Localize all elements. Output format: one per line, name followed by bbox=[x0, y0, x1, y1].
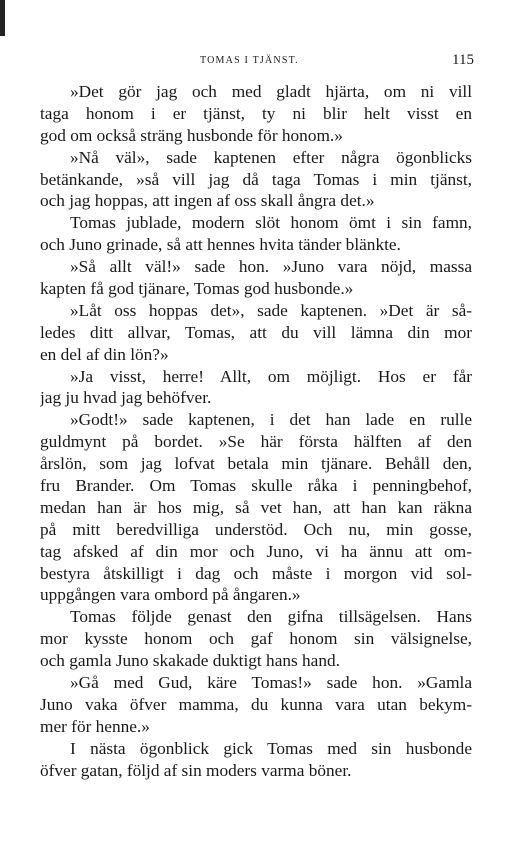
text-line: kapten få god tjänare, Tomas god husbonde.» bbox=[40, 279, 354, 299]
running-header bbox=[0, 52, 512, 72]
text-line: »Nå väl», sade kaptenen efter några ögonblicks bbox=[70, 147, 472, 167]
text-line: ledes ditt allvar, Tomas, att du vill lämna din mor bbox=[40, 322, 472, 342]
text-line: bestyra åtskilligt i dag och måste i morgon vid sol- bbox=[40, 563, 472, 583]
text-line: uppgången vara ombord på ångaren.» bbox=[40, 585, 301, 605]
text-line: jag ju hvad jag behöfver. bbox=[40, 388, 212, 408]
text-line: Tomas följde genast den gifna tillsägelsen. Hans bbox=[70, 607, 472, 627]
text-line: Tomas jublade, modern slöt honom ömt i sin famn, bbox=[70, 213, 472, 233]
text-line: I nästa ögonblick gick Tomas med sin husbonde bbox=[70, 738, 472, 758]
scan-edge-mark bbox=[0, 0, 5, 36]
text-line: medan han är hos mig, så vet han, att han kan räkna bbox=[40, 497, 472, 517]
text-line: tag afsked af din mor och Juno, vi ha ännu att om- bbox=[40, 541, 472, 561]
text-line: och jag hoppas, att ingen af oss skall ångra det.» bbox=[40, 191, 375, 211]
text-line: en del af din lön?» bbox=[40, 344, 169, 364]
page-text bbox=[40, 81, 472, 782]
text-line: god om också sträng husbonde för honom.» bbox=[40, 125, 343, 145]
page-number: 115 bbox=[452, 52, 474, 68]
text-line: betänkande, »så vill jag då taga Tomas i min tjänst, bbox=[40, 169, 472, 189]
text-line: mer för henne.» bbox=[40, 716, 150, 736]
text-line: och gamla Juno skakade duktigt hans hand. bbox=[40, 651, 340, 671]
text-line: öfver gatan, följd af sin moders varma böner. bbox=[40, 760, 352, 780]
text-line: guldmynt på bordet. »Se här första hälften af den bbox=[40, 432, 472, 452]
text-line: och Juno grinade, så att hennes hvita tänder blänkte. bbox=[40, 235, 401, 255]
text-line: »Låt oss hoppas det», sade kaptenen. »Det är så- bbox=[70, 300, 472, 320]
text-line: »Det gör jag och med gladt hjärta, om ni vill bbox=[70, 82, 472, 101]
text-line: fru Brander. Om Tomas skulle råka i penningbehof, bbox=[40, 476, 472, 496]
text-line: »Så allt väl!» sade hon. »Juno vara nöjd, massa bbox=[70, 257, 472, 277]
text-line: »Godt!» sade kaptenen, i det han lade en rulle bbox=[70, 410, 472, 430]
text-line: taga honom i er tjänst, ty ni blir helt visst en bbox=[40, 103, 472, 123]
text-line: »Gå med Gud, käre Tomas!» sade hon. »Gamla bbox=[70, 673, 472, 693]
running-title: TOMAS I TJÄNST. bbox=[200, 55, 299, 66]
text-line: Juno vaka öfver mamma, du kunna vara utan bekym- bbox=[40, 694, 472, 714]
text-line: mor kysste honom och gaf honom sin välsignelse, bbox=[40, 629, 472, 649]
text-line: »Ja visst, herre! Allt, om möjligt. Hos er får bbox=[70, 366, 472, 386]
text-line: på mitt beredvilliga understöd. Och nu, min gosse, bbox=[40, 519, 472, 539]
text-line: årslön, som jag lofvat betala min tjänare. Behåll den, bbox=[40, 454, 472, 474]
